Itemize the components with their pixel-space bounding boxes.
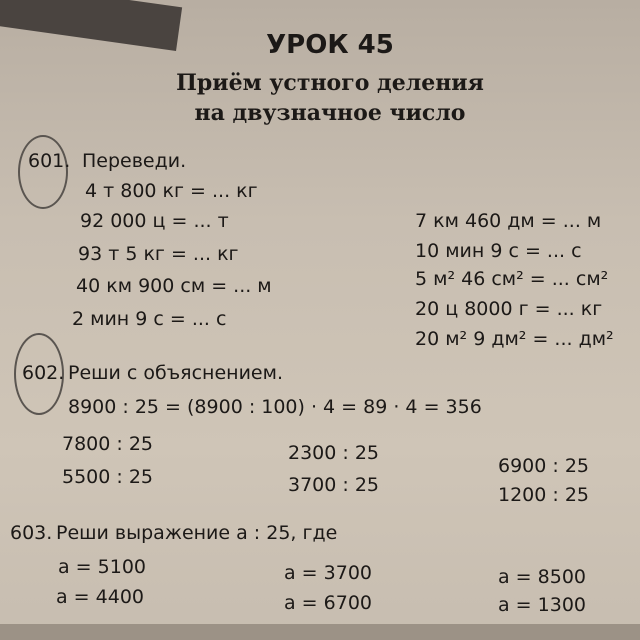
ex601-right-item: 20 ц 8000 г = ... кг xyxy=(415,298,603,320)
exercise-603-number: 603. xyxy=(10,522,53,544)
page-bottom-edge xyxy=(0,624,640,640)
ex602-col3-item: 6900 : 25 xyxy=(498,455,590,477)
topic-title-line2: на двузначное число xyxy=(194,100,466,126)
topic-title-line1: Приём устного деления xyxy=(176,70,484,96)
ex601-left-item: 40 км 900 см = ... м xyxy=(76,275,272,297)
ex601-right-item: 10 мин 9 с = ... с xyxy=(415,240,582,262)
ex601-left-item: 2 мин 9 с = ... с xyxy=(72,308,227,330)
ex601-right-item: 20 м² 9 дм² = ... дм² xyxy=(415,328,614,350)
ex603-col1-item: a = 5100 xyxy=(58,556,146,578)
lesson-title: УРОК 45 xyxy=(266,30,394,60)
ex603-col3-item: a = 1300 xyxy=(498,594,586,616)
ex603-col1-item: a = 4400 xyxy=(56,586,144,608)
exercise-602-instruction: Реши с объяснением. xyxy=(68,362,283,384)
ex603-col3-item: a = 8500 xyxy=(498,566,586,588)
exercise-603-instruction: Реши выражение a : 25, где xyxy=(56,522,338,544)
exercise-601-number: 601. xyxy=(28,150,71,172)
ex603-col2-item: a = 6700 xyxy=(284,592,372,614)
ex601-left-item: 93 т 5 кг = ... кг xyxy=(78,243,239,265)
exercise-601-instruction: Переведи. xyxy=(82,150,187,172)
ex601-right-item: 7 км 460 дм = ... м xyxy=(415,210,602,232)
exercise-602-number: 602. xyxy=(22,362,65,384)
ex603-col2-item: a = 3700 xyxy=(284,562,372,584)
ex602-col2-item: 3700 : 25 xyxy=(288,474,380,496)
ex602-col1-item: 5500 : 25 xyxy=(62,466,154,488)
ex601-left-item: 4 т 800 кг = ... кг xyxy=(85,180,258,202)
ex602-col3-item: 1200 : 25 xyxy=(498,484,590,506)
ex602-example: 8900 : 25 = (8900 : 100) · 4 = 89 · 4 = 356 xyxy=(68,396,482,418)
ex602-col1-item: 7800 : 25 xyxy=(62,433,154,455)
pen-circle-mark xyxy=(18,135,71,209)
ex601-right-item: 5 м² 46 см² = ... см² xyxy=(415,268,609,290)
ex602-col2-item: 2300 : 25 xyxy=(288,442,380,464)
ex601-left-item: 92 000 ц = ... т xyxy=(80,210,229,232)
